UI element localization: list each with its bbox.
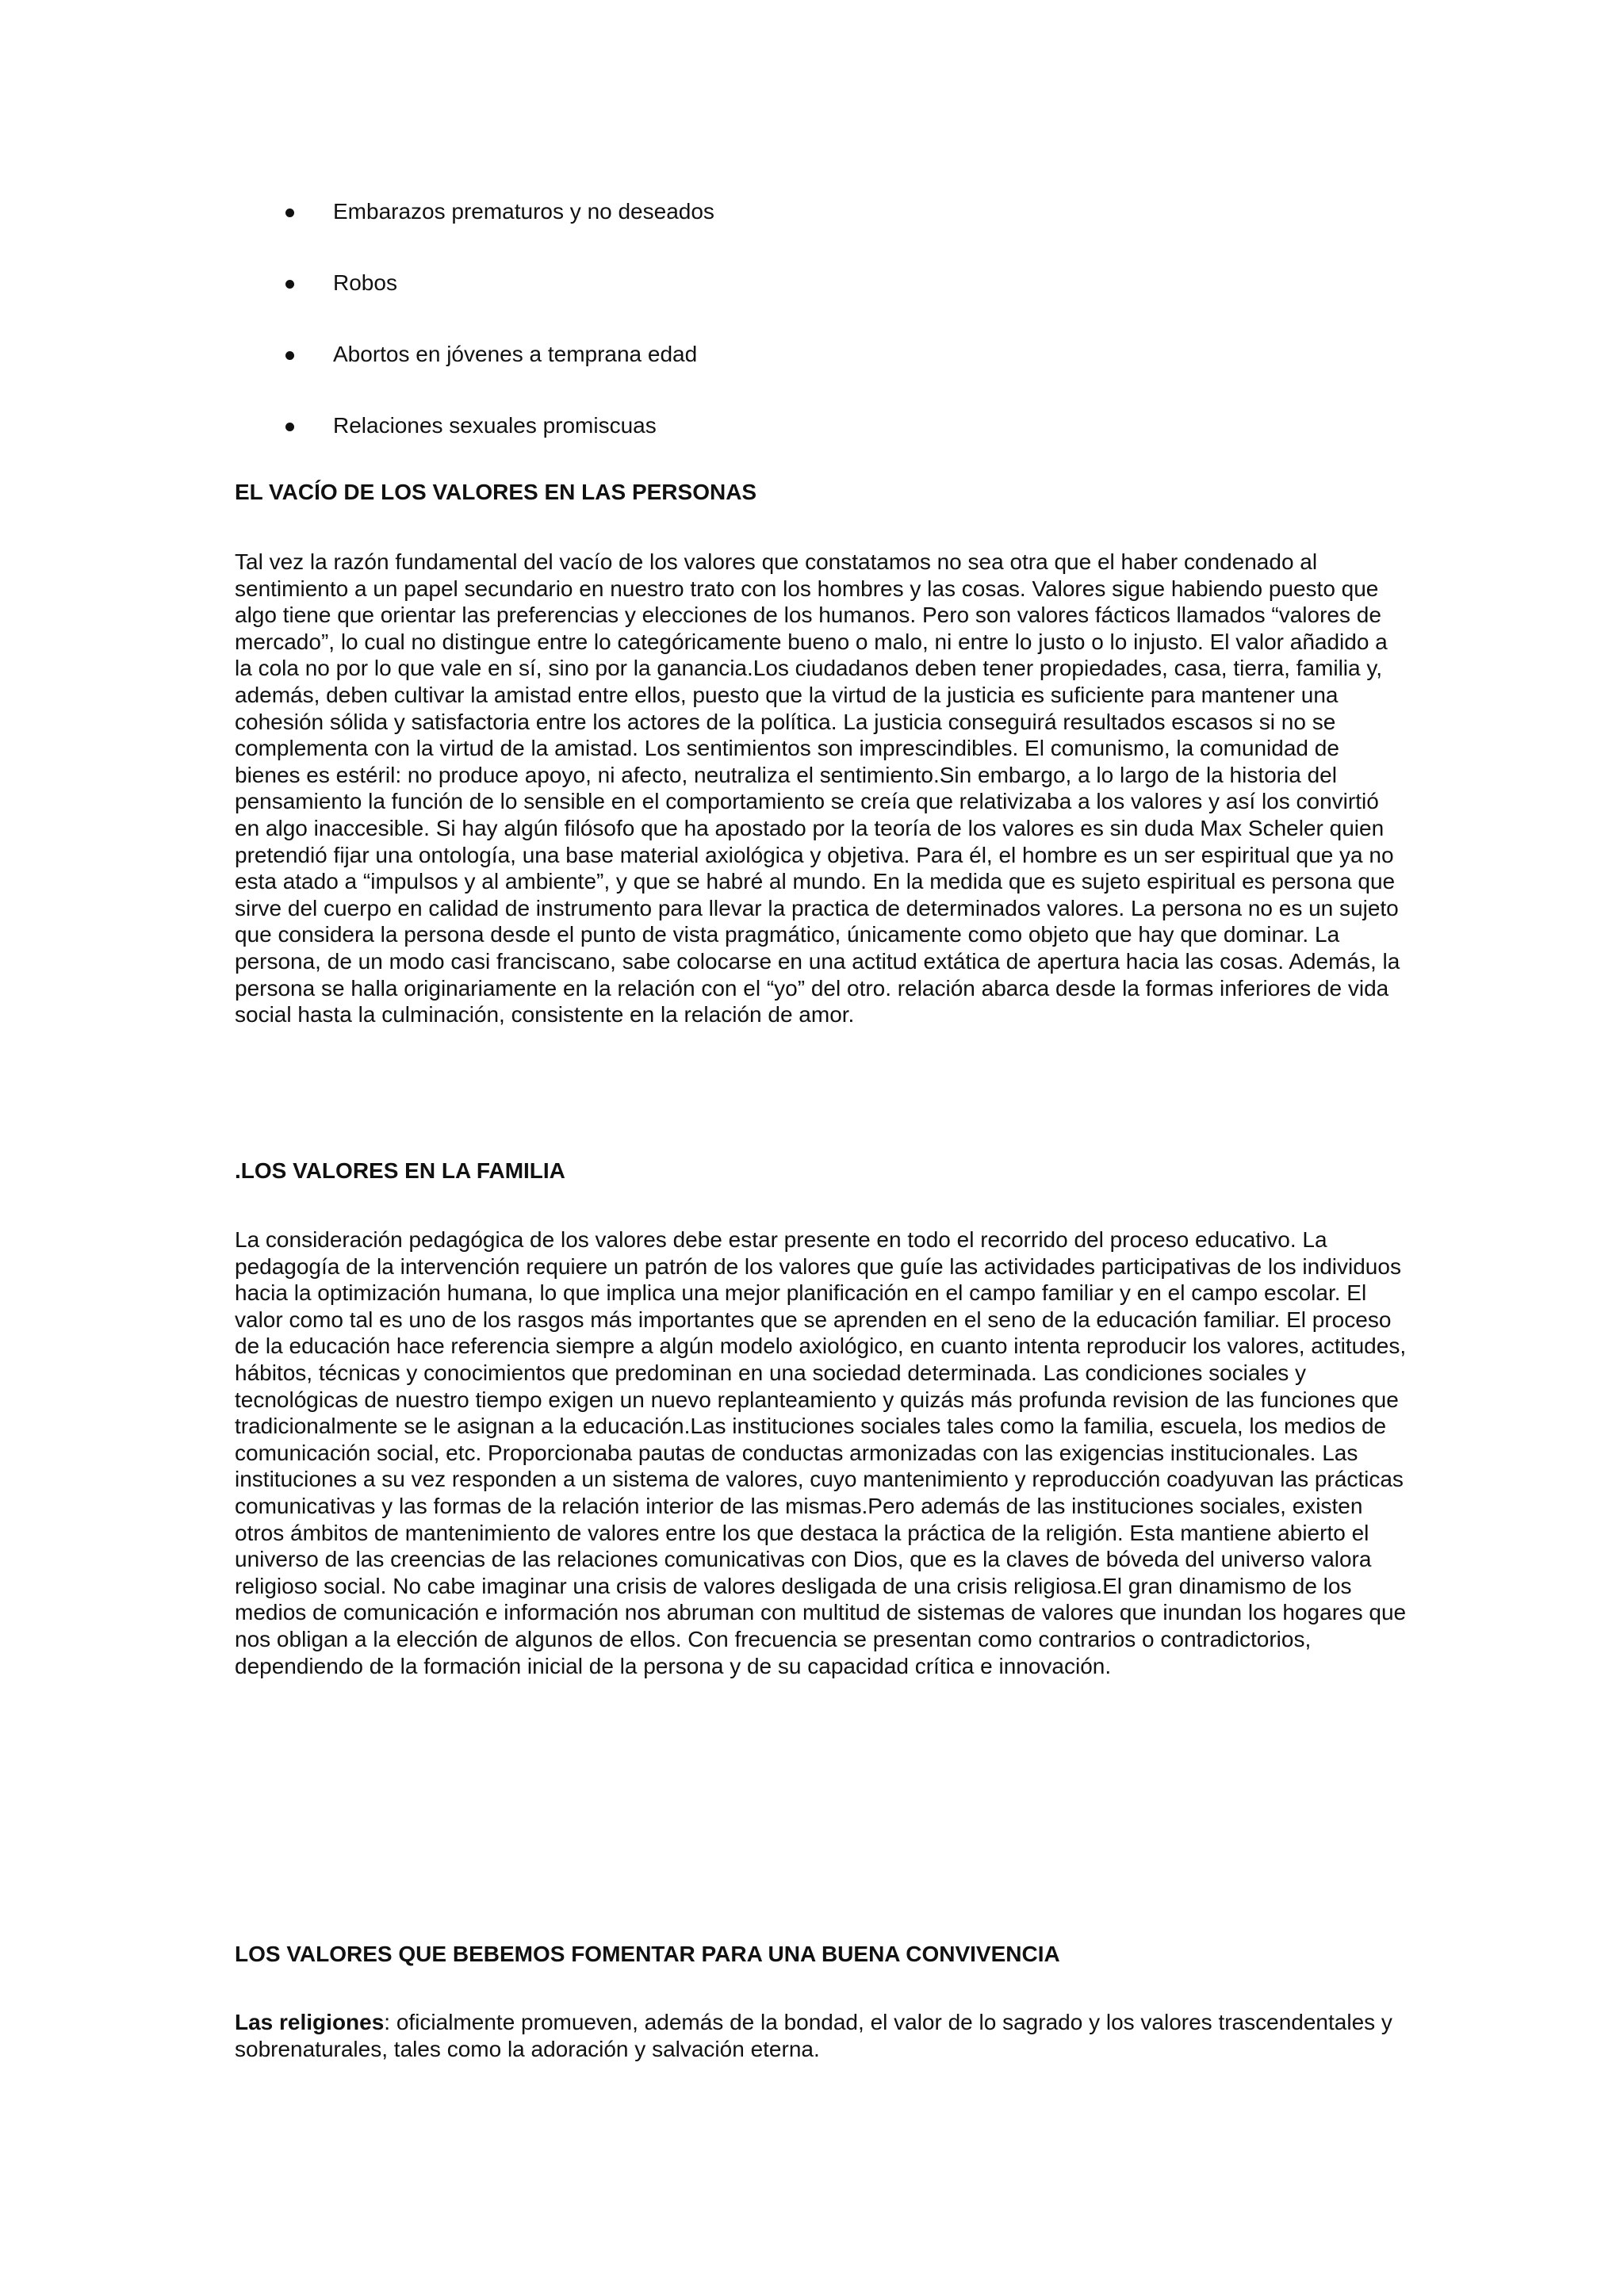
section-body-familia: La consideración pedagógica de los valores debe estar presente en todo el recorrido del proceso educativo. La pedagogía de la intervención requiere un patrón de los valores que guíe las actividades participativas de los individuos hacia la optimización humana, lo que implica una mejor planificación en el campo familiar y en el campo escolar. El valor como tal es uno de los rasgos más importantes que se aprenden en el seno de la educación familiar. El proceso de la educación hace referencia siempre a algún modelo axiológico, en cuanto intenta reproducir los valores, actitudes, hábitos, técnicas y conocimientos que predominan en una sociedad determinada. Las condiciones sociales y tecnológicas de nuestro tiempo exigen un nuevo replanteamiento y quizás más profunda revision de las funciones que tradicionalmente se le asignan a la educación.Las instituciones sociales tales como la familia, escuela, los medios de comunicación social, etc. Proporcionaba pautas de conductas armonizadas con las exigencias institucionales. Las instituciones a su vez responden a un sistema de valores, cuyo mantenimiento y reproducción coadyuvan las prácticas comunicativas y las formas de la relación interior de las mismas.Pero además de las instituciones sociales, existen otros ámbitos de mantenimiento de valores entre los que destaca la práctica de la religión. Esta mantiene abierto el universo de las creencias de las relaciones comunicativas con Dios, que es la claves de bóveda del universo valora religioso social. No cabe imaginar una crisis de valores desligada de una crisis religiosa.El gran dinamismo de los medios de comunicación e información nos abruman con multitud de sistemas de valores que inundan los hogares que nos obligan a la elección de algunos de ellos. Con frecuencia se presentan como contrarios o contradictorios, dependiendo de la formación inicial de la persona y de su capacidad crítica e innovación. [235,1227,1407,1678]
section-heading-vacio: EL VACÍO DE LOS VALORES EN LAS PERSONAS [235,480,757,504]
section-heading-familia: .LOS VALORES EN LA FAMILIA [235,1158,565,1183]
section-body-convivencia [235,2009,1408,2062]
list-item [285,412,714,439]
list-item [285,198,714,225]
list-item [285,341,714,368]
bullet-icon [285,351,294,360]
list-item [285,270,714,297]
bullet-icon [285,423,294,431]
bullet-text: Relaciones sexuales promiscuas [333,413,657,438]
bullet-list [285,198,714,484]
bullet-text: Abortos en jóvenes a temprana edad [333,342,698,366]
bullet-text: Robos [333,270,397,295]
religiones-description: : oficialmente promueven, además de la bondad, el valor de lo sagrado y los valores trascendentales y sobrenaturales, tales como la adoración y salvación eterna. [235,2010,1392,2061]
bullet-text: Embarazos prematuros y no deseados [333,199,714,224]
section-heading-convivencia: LOS VALORES QUE BEBEMOS FOMENTAR PARA UNA BUENA CONVIVENCIA [235,1942,1060,1966]
bullet-icon [285,209,294,217]
bullet-icon [285,280,294,289]
term-religiones: Las religiones [235,2010,385,2034]
section-body-vacio: Tal vez la razón fundamental del vacío de los valores que constatamos no sea otra que el haber condenado al sentimiento a un papel secundario en nuestro trato con los hombres y las cosas. Valores sigue habiendo puesto que algo tiene que orientar las preferencias y elecciones de los humanos. Pero son valores fácticos llamados “valores de mercado”, lo cual no distingue entre lo categóricamente bueno o malo, ni entre lo justo o lo injusto. El valor añadido a la cola no por lo que vale en sí, sino por la ganancia.Los ciudadanos deben tener propiedades, casa, tierra, familia y, además, deben cultivar la amistad entre ellos, puesto que la virtud de la justicia es suficiente para mantener una cohesión sólida y satisfactoria entre los actores de la política. La justicia conseguirá resultados escasos si no se complementa con la virtud de la amistad. Los sentimientos son imprescindibles. El comunismo, la comunidad de bienes es estéril: no produce apoyo, ni afecto, neutraliza el sentimiento.Sin embargo, a lo largo de la historia del pensamiento la función de lo sensible en el comportamiento se creía que relativizaba a los valores y así los convirtió en algo inaccesible. Si hay algún filósofo que ha apostado por la teoría de los valores es sin duda Max Scheler quien pretendió fijar una ontología, una base material axiológica y objetiva. Para él, el hombre es un ser espiritual que ya no esta atado a “impulsos y al ambiente”, y que se habré al mundo. En la medida que es sujeto espiritual es persona que sirve del cuerpo en calidad de instrumento para llevar la practica de determinados valores. La persona no es un sujeto que considera la persona desde el punto de vista pragmático, únicamente como objeto que hay que dominar. La persona, de un modo casi franciscano, sabe colocarse en una actitud extática de apertura hacia las cosas. Además, la persona se halla originariamente en la relación con el “yo” del otro. relación abarca desde la formas inferiores de vida social hasta la culminación, consistente en la relación de amor. [235,549,1400,1027]
